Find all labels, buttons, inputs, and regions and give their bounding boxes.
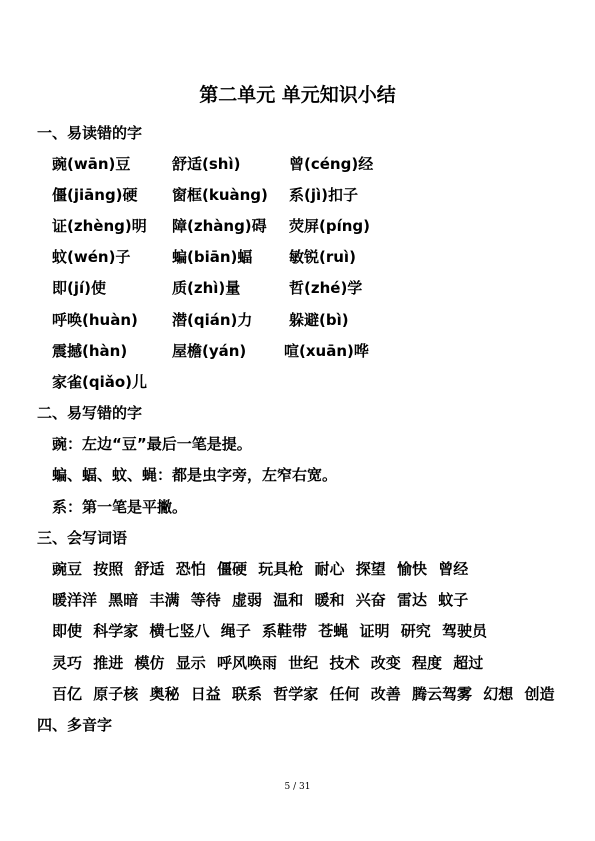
vocab-word: 探望 — [355, 560, 386, 578]
entry: 豌(wān)豆 — [52, 155, 131, 173]
vocab-word: 等待 — [190, 591, 221, 609]
entry: 僵(jiāng)硬 — [52, 186, 138, 204]
vocab-word: 黑暗 — [108, 591, 139, 609]
vocab-row — [52, 620, 493, 641]
note-line: 豌：左边“豆”最后一笔是提。 — [52, 435, 252, 453]
entry: 蝙(biān)蝠 — [172, 248, 253, 266]
entry: 潜(qián)力 — [172, 311, 253, 329]
entry: 证(zhèng)明 — [52, 217, 147, 235]
vocab-word: 蚊子 — [438, 591, 469, 609]
vocab-word: 改变 — [370, 654, 401, 672]
vocab-word: 原子核 — [93, 685, 139, 703]
vocab-word: 腾云驾雾 — [412, 685, 473, 703]
page-number: 5 / 31 — [284, 782, 311, 792]
vocab-word: 证明 — [359, 622, 390, 640]
vocab-word: 即使 — [52, 622, 83, 640]
vocab-row — [52, 683, 561, 704]
vocab-word: 僵硬 — [217, 560, 248, 578]
entry: 蚊(wén)子 — [52, 248, 131, 266]
vocab-word: 哲学家 — [273, 685, 319, 703]
page-title: 第二单元 单元知识小结 — [199, 84, 396, 106]
entry: 家雀(qiǎo)儿 — [52, 373, 148, 391]
vocab-word: 驾驶员 — [442, 622, 488, 640]
entry: 障(zhàng)碍 — [172, 217, 267, 235]
vocab-word: 联系 — [232, 685, 263, 703]
vocab-word: 耐心 — [314, 560, 345, 578]
vocab-word: 虚弱 — [232, 591, 263, 609]
entry: 敏锐(ruì) — [289, 248, 356, 266]
vocab-word: 绳子 — [220, 622, 251, 640]
entry: 系(jì)扣子 — [289, 186, 358, 204]
vocab-word: 模仿 — [134, 654, 165, 672]
vocab-word: 研究 — [400, 622, 431, 640]
vocab-row — [52, 558, 474, 579]
vocab-word: 呼风唤雨 — [217, 654, 278, 672]
vocab-word: 技术 — [329, 654, 360, 672]
section-heading-polyphones: 四、多音字 — [37, 716, 113, 734]
vocab-word: 灵巧 — [52, 654, 83, 672]
vocab-word: 奥秘 — [149, 685, 180, 703]
vocab-word: 愉快 — [397, 560, 428, 578]
entry: 屋檐(yán) — [172, 342, 247, 360]
vocab-word: 世纪 — [288, 654, 319, 672]
vocab-word: 创造 — [524, 685, 555, 703]
vocab-row — [52, 589, 474, 610]
vocab-word: 玩具枪 — [258, 560, 304, 578]
entry: 即(jí)使 — [52, 279, 106, 297]
entry: 舒适(shì) — [172, 155, 241, 173]
vocab-word: 舒适 — [134, 560, 165, 578]
vocab-word: 显示 — [175, 654, 206, 672]
entry: 震撼(hàn) — [52, 342, 128, 360]
entry: 质(zhì)量 — [172, 279, 241, 297]
section-heading-vocab: 三、会写词语 — [37, 529, 128, 547]
vocab-word: 横七竖八 — [149, 622, 210, 640]
vocab-word: 幻想 — [483, 685, 514, 703]
vocab-word: 系鞋带 — [262, 622, 308, 640]
vocab-word: 兴奋 — [355, 591, 386, 609]
vocab-word: 任何 — [329, 685, 360, 703]
vocab-word: 豌豆 — [52, 560, 83, 578]
vocab-word: 百亿 — [52, 685, 83, 703]
entry: 呼唤(huàn) — [52, 311, 138, 329]
vocab-word: 恐怕 — [175, 560, 206, 578]
note-line: 蝙、蝠、蚊、蝇：都是虫字旁，左窄右宽。 — [52, 466, 338, 484]
vocab-word: 温和 — [273, 591, 304, 609]
entry: 喧(xuān)哗 — [284, 342, 369, 360]
vocab-word: 暖和 — [314, 591, 345, 609]
entry: 躲避(bì) — [289, 311, 349, 329]
vocab-word: 改善 — [370, 685, 401, 703]
vocab-word: 雷达 — [397, 591, 428, 609]
vocab-word: 苍蝇 — [318, 622, 349, 640]
section-heading-easy-miswrite: 二、易写错的字 — [37, 404, 143, 422]
vocab-word: 曾经 — [438, 560, 469, 578]
entry: 窗框(kuàng) — [172, 186, 268, 204]
vocab-word: 丰满 — [149, 591, 180, 609]
vocab-word: 暖洋洋 — [52, 591, 98, 609]
vocab-word: 日益 — [190, 685, 221, 703]
entry: 荧屏(píng) — [289, 217, 371, 235]
entry: 哲(zhé)学 — [289, 279, 363, 297]
vocab-word: 科学家 — [93, 622, 139, 640]
vocab-word: 按照 — [93, 560, 124, 578]
entry: 曾(céng)经 — [289, 155, 374, 173]
vocab-word: 推进 — [93, 654, 124, 672]
vocab-word: 超过 — [453, 654, 484, 672]
vocab-row — [52, 652, 489, 673]
note-line: 系：第一笔是平撇。 — [52, 498, 188, 516]
vocab-word: 程度 — [412, 654, 443, 672]
section-heading-easy-misread: 一、易读错的字 — [37, 124, 143, 142]
